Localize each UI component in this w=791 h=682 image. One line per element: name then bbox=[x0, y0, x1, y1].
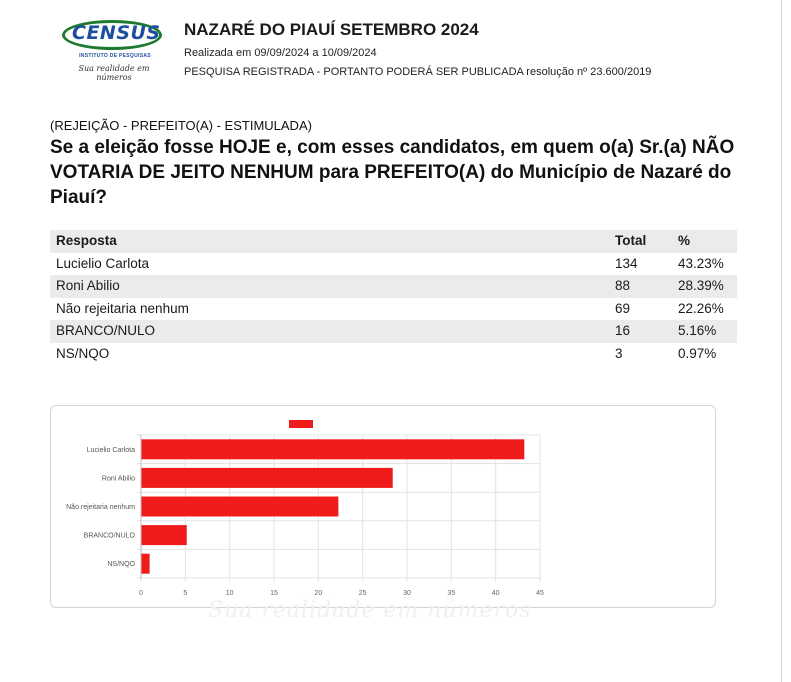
y-category-label: BRANCO/NULO bbox=[83, 532, 135, 540]
page-right-rule bbox=[781, 0, 782, 682]
row-pct: 5.16% bbox=[678, 323, 717, 339]
header-total: Total bbox=[615, 233, 647, 248]
row-pct: 0.97% bbox=[678, 345, 717, 361]
table-row bbox=[50, 343, 737, 366]
x-tick-label: 30 bbox=[403, 590, 411, 597]
x-tick-label: 0 bbox=[139, 590, 143, 597]
bar bbox=[141, 468, 393, 488]
header-pct: % bbox=[678, 233, 691, 248]
logo-wordmark: CENSUS bbox=[72, 22, 161, 44]
bar bbox=[141, 439, 524, 459]
row-total: 134 bbox=[615, 255, 638, 271]
bar bbox=[141, 554, 150, 574]
table-row bbox=[50, 320, 737, 343]
x-tick-label: 40 bbox=[491, 590, 500, 597]
row-resposta: Não rejeitaria nenhum bbox=[56, 300, 189, 316]
x-tick-label: 5 bbox=[183, 590, 188, 597]
row-pct: 43.23% bbox=[678, 255, 724, 271]
question-label: (REJEIÇÃO - PREFEITO(A) - ESTIMULADA) bbox=[50, 118, 312, 133]
question-text: Se a eleição fosse HOJE e, com esses candidatos, em quem o(a) Sr.(a) NÃO VOTARIA DE JEITO NENHUM para PREFEITO(A) do Município de Nazaré do Piauí? bbox=[50, 137, 735, 208]
row-total: 69 bbox=[615, 300, 631, 316]
table-row bbox=[50, 298, 737, 321]
page-title: NAZARÉ DO PIAUÍ SETEMBRO 2024 bbox=[184, 20, 479, 39]
x-tick-label: 35 bbox=[447, 590, 456, 597]
table-header-row bbox=[50, 230, 737, 253]
survey-dates: Realizada em 09/09/2024 a 10/09/2024 bbox=[184, 47, 377, 59]
registration-note: PESQUISA REGISTRADA - PORTANTO PODERÁ SER PUBLICADA resolução nº 23.600/2019 bbox=[184, 66, 652, 78]
y-category-label: NS/NQO bbox=[107, 561, 135, 569]
chart-card bbox=[50, 405, 716, 608]
logo-tagline: Sua realidade em números bbox=[78, 64, 150, 82]
x-tick-label: 15 bbox=[270, 590, 278, 597]
row-resposta: NS/NQO bbox=[56, 345, 110, 361]
row-pct: 22.26% bbox=[678, 300, 724, 316]
table-row bbox=[50, 275, 737, 298]
results-table bbox=[50, 230, 737, 366]
x-tick-label: 10 bbox=[225, 590, 234, 597]
bar bbox=[141, 497, 338, 517]
x-tick-label: 45 bbox=[536, 590, 544, 597]
bar bbox=[141, 525, 187, 545]
row-total: 88 bbox=[615, 278, 631, 294]
header-resposta: Resposta bbox=[56, 233, 117, 248]
rejection-bar-chart bbox=[51, 406, 717, 609]
row-total: 3 bbox=[615, 345, 623, 361]
row-total: 16 bbox=[615, 323, 631, 339]
table-row bbox=[50, 253, 737, 276]
y-category-label: Roni Abilio bbox=[101, 475, 135, 483]
watermark: Sua realidade em números bbox=[208, 598, 532, 623]
row-resposta: Roni Abilio bbox=[56, 278, 120, 294]
y-category-label: Não rejeitaria nenhum bbox=[66, 504, 135, 511]
census-logo bbox=[62, 16, 172, 82]
row-pct: 28.39% bbox=[678, 278, 724, 294]
row-resposta: BRANCO/NULO bbox=[56, 323, 156, 339]
x-tick-label: 20 bbox=[314, 590, 323, 597]
y-category-label: Lucielio Carlota bbox=[86, 446, 135, 454]
logo-subtitle: INSTITUTO DE PESQUISAS bbox=[79, 53, 151, 59]
x-tick-label: 25 bbox=[358, 590, 367, 597]
row-resposta: Lucielio Carlota bbox=[56, 255, 150, 271]
legend-swatch bbox=[289, 420, 313, 428]
